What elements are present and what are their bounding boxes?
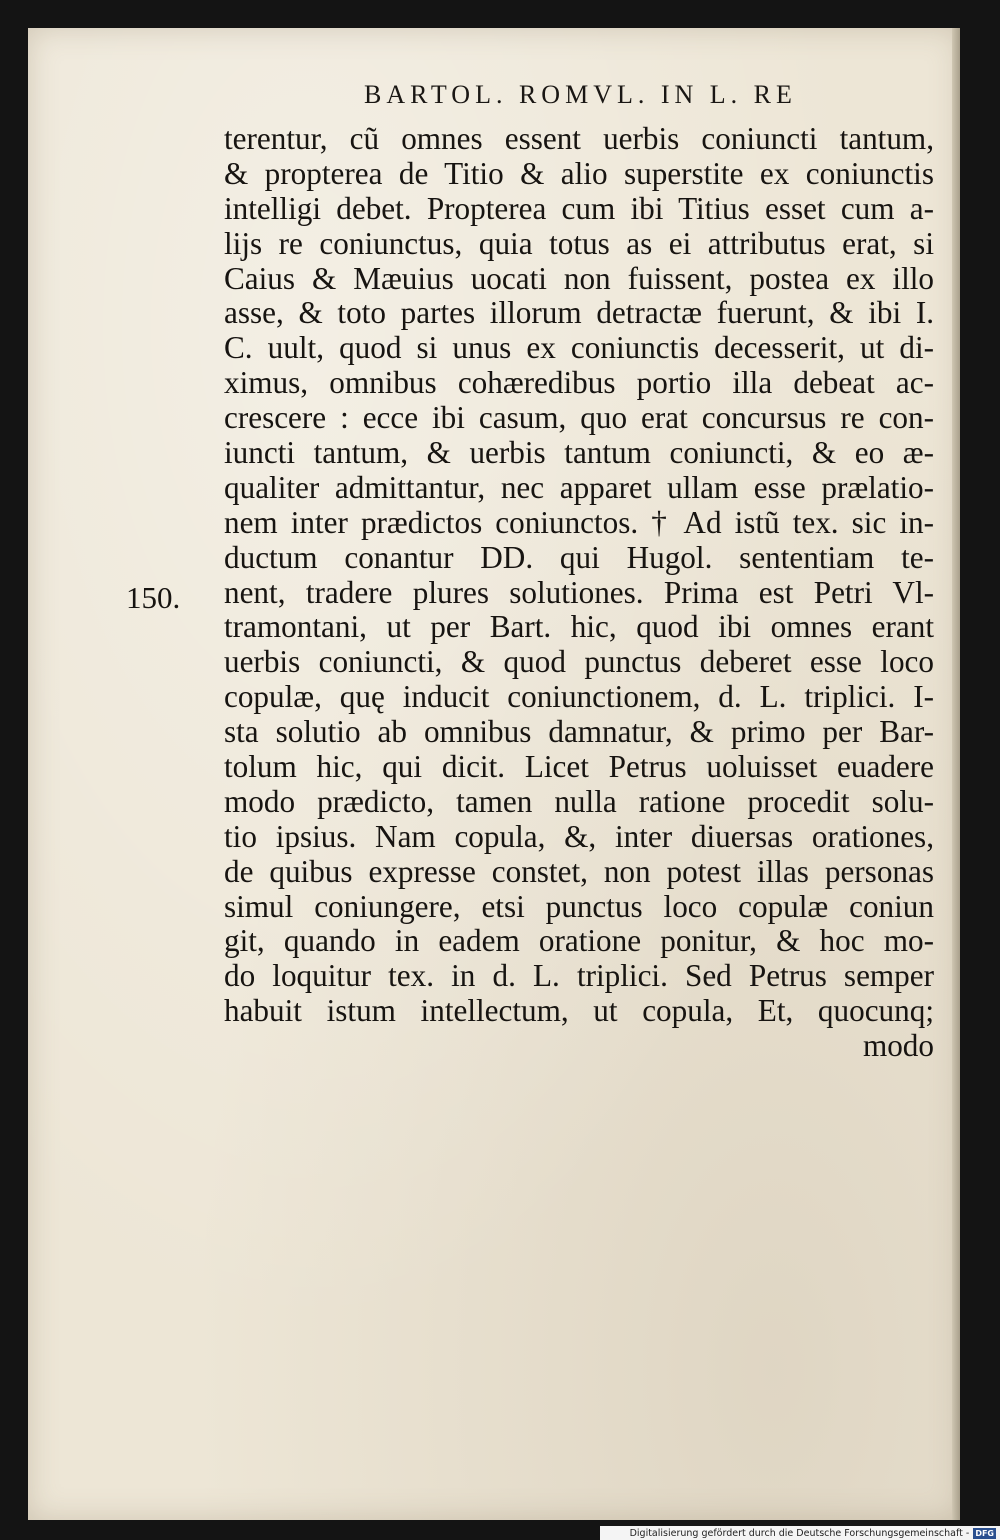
text-line: simul coniungere, etsi punctus loco copulæ coniun: [224, 888, 934, 924]
text-line: git, quando in eadem oratione ponitur, & hoc mo-: [224, 923, 934, 959]
catchword: modo: [862, 1028, 934, 1064]
text-line: ximus, omnibus cohæredibus portio illa debeat ac-: [224, 365, 934, 401]
text-line: Caius & Mæuius uocati non fuissent, postea ex illo: [224, 260, 934, 296]
page-edge: [952, 28, 960, 1520]
text-line: & propterea de Titio & alio superstite ex coniunctis: [224, 155, 934, 191]
footer-credit: Digitalisierung gefördert durch die Deutsche Forschungsgemeinschaft -: [629, 1527, 970, 1539]
digitization-footer: [600, 1526, 1000, 1540]
text-line: ductum conantur DD. qui Hugol. sententiam te-: [224, 539, 934, 575]
text-line: do loquitur tex. in d. L. triplici. Sed Petrus semper: [224, 958, 934, 994]
dfg-logo-icon: DFG: [975, 1528, 994, 1538]
body-text: [224, 122, 934, 1064]
text-line: tramontani, ut per Bart. hic, quod ibi omnes erant: [224, 609, 934, 645]
text-line: iuncti tantum, & uerbis tantum coniuncti, & eo æ-: [224, 435, 934, 471]
text-line: de quibus expresse constet, non potest illas personas: [224, 853, 934, 889]
running-head: BARTOL. ROMVL. IN L. RE: [364, 80, 797, 109]
text-line: tolum hic, qui dicit. Licet Petrus uoluisset euadere: [224, 749, 934, 785]
text-line: crescere : ecce ibi casum, quo erat concursus re con-: [224, 400, 934, 436]
text-line: nent, tradere plures solutiones. Prima est Petri Vl-: [224, 574, 934, 610]
text-line: modo prædicto, tamen nulla ratione procedit solu-: [224, 783, 934, 819]
text-line: qualiter admittantur, nec apparet ullam esse prælatio-: [224, 469, 934, 505]
text-line: uerbis coniuncti, & quod punctus deberet esse loco: [224, 644, 934, 680]
text-line: sta solutio ab omnibus damnatur, & primo per Bar-: [224, 714, 934, 750]
text-line: habuit istum intellectum, ut copula, Et, quocunq;: [224, 993, 934, 1029]
text-line: terentur, cũ omnes essent uerbis coniuncti tantum,: [224, 121, 934, 156]
text-line: intelligi debet. Propterea cum ibi Titius esset cum a-: [224, 190, 934, 226]
text-line: lijs re coniunctus, quia totus as ei attributus erat, si: [224, 225, 934, 261]
text-line: tio ipsius. Nam copula, &, inter diuersas orationes,: [224, 818, 934, 854]
text-line: nem inter prædictos coniunctos. † Ad istũ tex. sic in-: [224, 504, 934, 540]
text-line: C. uult, quod si unus ex coniunctis decesserit, ut di-: [224, 330, 934, 366]
text-line: asse, & toto partes illorum detractæ fuerunt, & ibi I.: [224, 295, 934, 331]
margin-note: 150.: [126, 580, 181, 615]
text-line: copulæ, quę inducit coniunctionem, d. L. triplici. I-: [224, 679, 934, 715]
